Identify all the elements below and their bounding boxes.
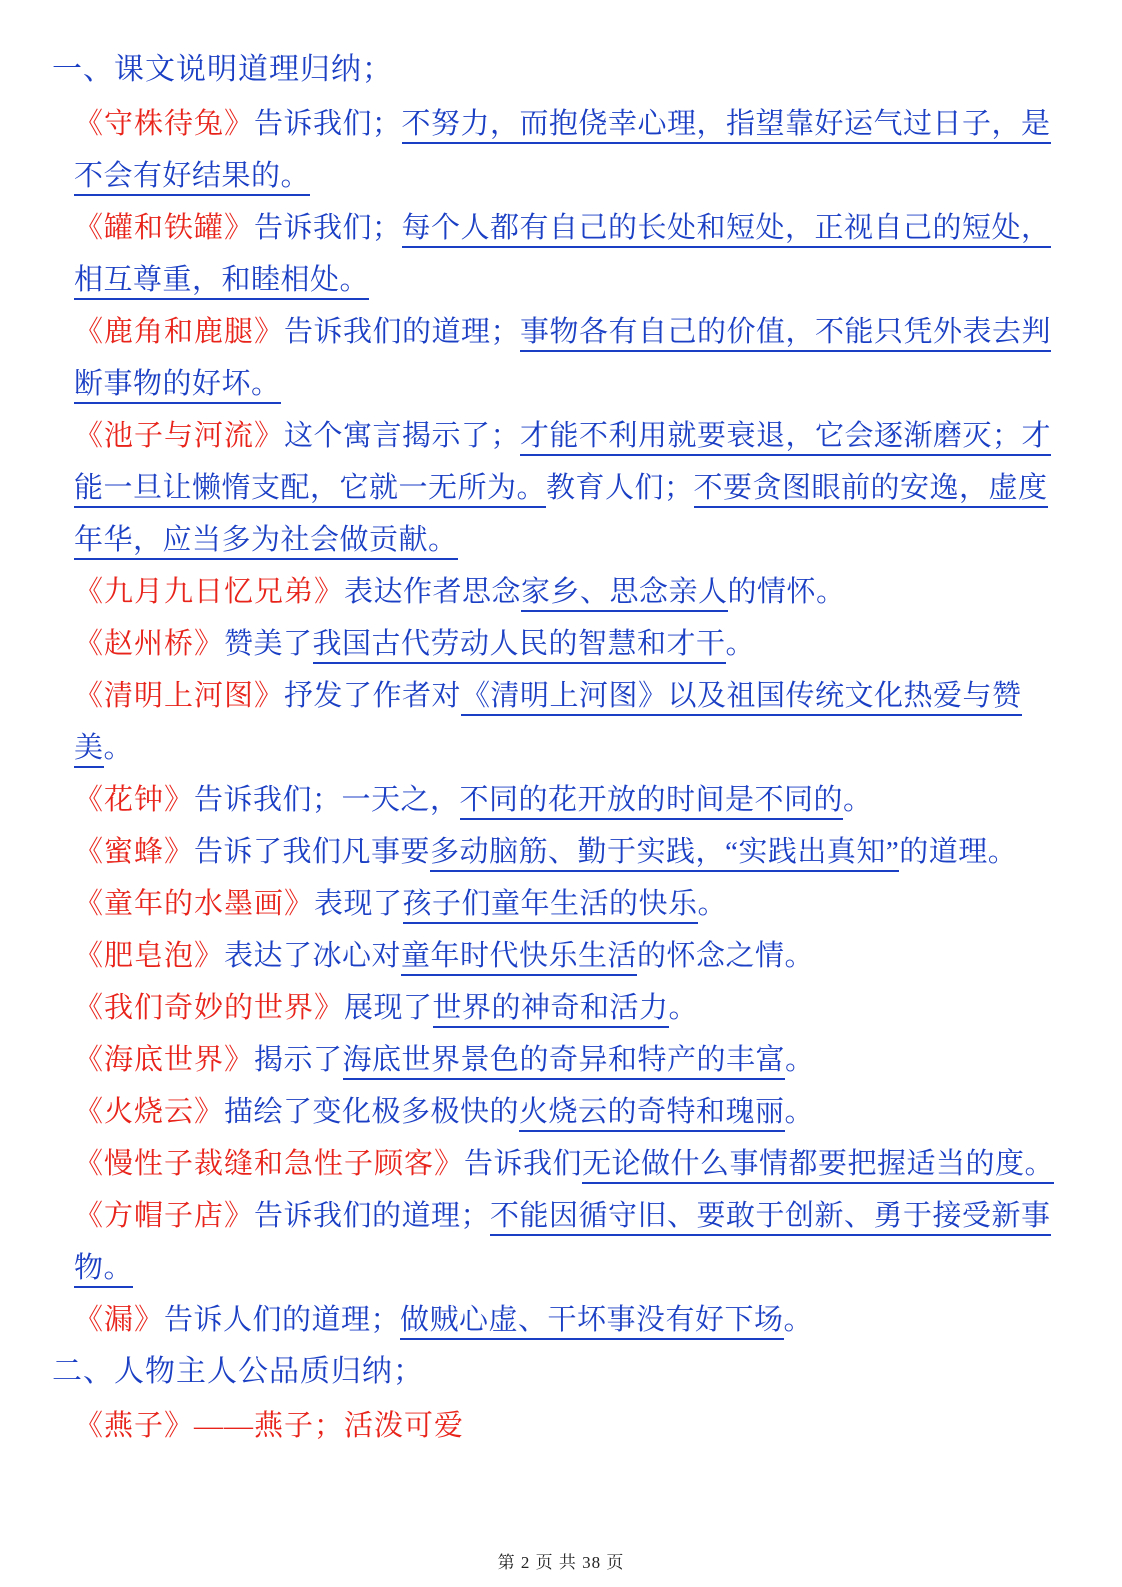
section-heading-1: 一、课文说明道理归纳； bbox=[52, 53, 393, 86]
entry-lead: 这个寓言揭示了； bbox=[284, 420, 521, 452]
entry-underlined: 家乡、思念亲人 bbox=[521, 576, 728, 612]
text-title: 《花钟》 bbox=[74, 784, 195, 816]
entry-underlined: 每个人都有自己的长处和短处，正视自己的短处，相互尊重，和睦相处。 bbox=[74, 212, 1051, 300]
entry-list-section-2 bbox=[52, 1400, 1070, 1452]
entry-underlined: 才能不利用就要衰退，它会逐渐磨灭；才能一旦让懒惰支配，它就一无所为。 bbox=[74, 420, 1051, 508]
entry-tail: 。 bbox=[725, 628, 756, 660]
entry-underlined-2: 不要贪图眼前的安逸，虚度年华，应当多为社会做贡献。 bbox=[74, 472, 1048, 560]
entry-lead: 告诉人们的道理； bbox=[164, 1304, 401, 1336]
entry-lead: 赞美了 bbox=[224, 628, 313, 660]
entry-lead: 告诉我们； bbox=[254, 212, 402, 244]
entry-underlined: 我国古代劳动人民的智慧和才干 bbox=[313, 628, 726, 664]
entry-lead: 表达了冰心对 bbox=[224, 940, 402, 972]
list-item bbox=[52, 410, 1070, 566]
entry-underlined: 做贼心虚、干坏事没有好下场 bbox=[400, 1304, 784, 1340]
list-item bbox=[52, 202, 1070, 306]
text-title: 《赵州桥》 bbox=[74, 628, 225, 660]
entry-lead: 告诉我们；一天之， bbox=[194, 784, 460, 816]
text-title: 《清明上河图》 bbox=[74, 680, 285, 712]
list-item bbox=[52, 1400, 1070, 1452]
section-heading-2: 二、人物主人公品质归纳； bbox=[52, 1355, 424, 1388]
entry-lead: 表现了 bbox=[314, 888, 403, 920]
list-item bbox=[52, 306, 1070, 410]
entry-lead: 展现了 bbox=[344, 992, 433, 1024]
text-title: 《童年的水墨画》 bbox=[74, 888, 315, 920]
entry-list-section-1 bbox=[52, 98, 1070, 1346]
list-item bbox=[52, 1294, 1070, 1346]
text-title: 《我们奇妙的世界》 bbox=[74, 992, 345, 1024]
entry-underlined: 不同的花开放的时间是不同的 bbox=[460, 784, 844, 820]
entry-lead: 揭示了 bbox=[254, 1044, 343, 1076]
text-title: 《海底世界》 bbox=[74, 1044, 255, 1076]
text-title: 《火烧云》 bbox=[74, 1096, 225, 1128]
page-footer: 第 2 页 共 38 页 bbox=[497, 1553, 625, 1572]
list-item bbox=[52, 670, 1070, 774]
list-item bbox=[52, 1138, 1070, 1190]
entry-tail: 。 bbox=[668, 992, 699, 1024]
entry-lead: 告诉我们； bbox=[254, 108, 402, 140]
entry-tail: 。 bbox=[785, 1044, 815, 1076]
entry-underlined: 多动脑筋、勤于实践，“实践出真知” bbox=[430, 836, 899, 872]
entry-underlined: 无论做什么事情都要把握适当的度。 bbox=[582, 1148, 1054, 1184]
entry-lead: 告诉我们的道理； bbox=[254, 1200, 491, 1232]
entry-underlined: 孩子们童年生活的快乐 bbox=[403, 888, 698, 924]
list-item bbox=[52, 982, 1070, 1034]
entry-lead: 告诉了我们凡事要 bbox=[194, 836, 431, 868]
entry-underlined: 童年时代快乐生活 bbox=[401, 940, 637, 976]
list-item bbox=[52, 826, 1070, 878]
entry-tail: 。 bbox=[843, 784, 873, 816]
entry-lead: 告诉我们 bbox=[464, 1148, 583, 1180]
entry-underlined: 不能因循守旧、要敢于创新、勇于接受新事物。 bbox=[74, 1200, 1051, 1288]
list-item bbox=[52, 618, 1070, 670]
list-item bbox=[52, 98, 1070, 202]
entry-underlined: 《清明上河图》以及祖国传统文化热爱与赞美 bbox=[74, 680, 1022, 768]
list-item bbox=[52, 930, 1070, 982]
text-title: 《罐和铁罐》 bbox=[74, 212, 255, 244]
list-item bbox=[52, 878, 1070, 930]
entry-underlined: 世界的神奇和活力 bbox=[433, 992, 669, 1028]
text-title: 《漏》 bbox=[74, 1304, 165, 1336]
entry-tail: 的情怀。 bbox=[727, 576, 846, 608]
entry-tail: 的道理。 bbox=[899, 836, 1018, 868]
text-title: 《方帽子店》 bbox=[74, 1200, 255, 1232]
entry-lead: 告诉我们的道理； bbox=[284, 316, 521, 348]
entry-tail: 。 bbox=[784, 1096, 815, 1128]
text-title: 《肥皂泡》 bbox=[74, 940, 225, 972]
list-item bbox=[52, 1190, 1070, 1294]
entry-underlined: 火烧云的奇特和瑰丽 bbox=[519, 1096, 785, 1132]
text-title: 《池子与河流》 bbox=[74, 420, 285, 452]
text-title: 《蜜蜂》 bbox=[74, 836, 195, 868]
entry-lead: 抒发了作者对 bbox=[284, 680, 462, 712]
entry-tail: 。 bbox=[783, 1304, 814, 1336]
list-item bbox=[52, 774, 1070, 826]
text-title: 《九月九日忆兄弟》 bbox=[74, 576, 345, 608]
list-item bbox=[52, 1034, 1070, 1086]
text-title: 《慢性子裁缝和急性子顾客》 bbox=[74, 1148, 465, 1180]
entry-lead: 表达作者思念 bbox=[344, 576, 522, 608]
text-title: 《鹿角和鹿腿》 bbox=[74, 316, 285, 348]
entry-middle: 教育人们； bbox=[546, 472, 694, 504]
list-item bbox=[52, 566, 1070, 618]
text-title: 《燕子》 bbox=[74, 1410, 195, 1442]
entry-tail: 。 bbox=[103, 732, 134, 764]
entry-underlined: 海底世界景色的奇异和特产的丰富 bbox=[343, 1044, 786, 1080]
entry-underlined: 事物各有自己的价值，不能只凭外表去判断事物的好坏。 bbox=[74, 316, 1051, 404]
entry-tail: 的怀念之情。 bbox=[637, 940, 815, 972]
text-title: 《守株待兔》 bbox=[74, 108, 255, 140]
list-item bbox=[52, 1086, 1070, 1138]
entry-underlined: 不努力，而抱侥幸心理，指望靠好运气过日子，是不会有好结果的。 bbox=[74, 108, 1051, 196]
entry-lead: 描绘了变化极多极快的 bbox=[224, 1096, 520, 1128]
entry-tail: 。 bbox=[697, 888, 728, 920]
entry-lead: ——燕子；活泼可爱 bbox=[194, 1410, 465, 1442]
